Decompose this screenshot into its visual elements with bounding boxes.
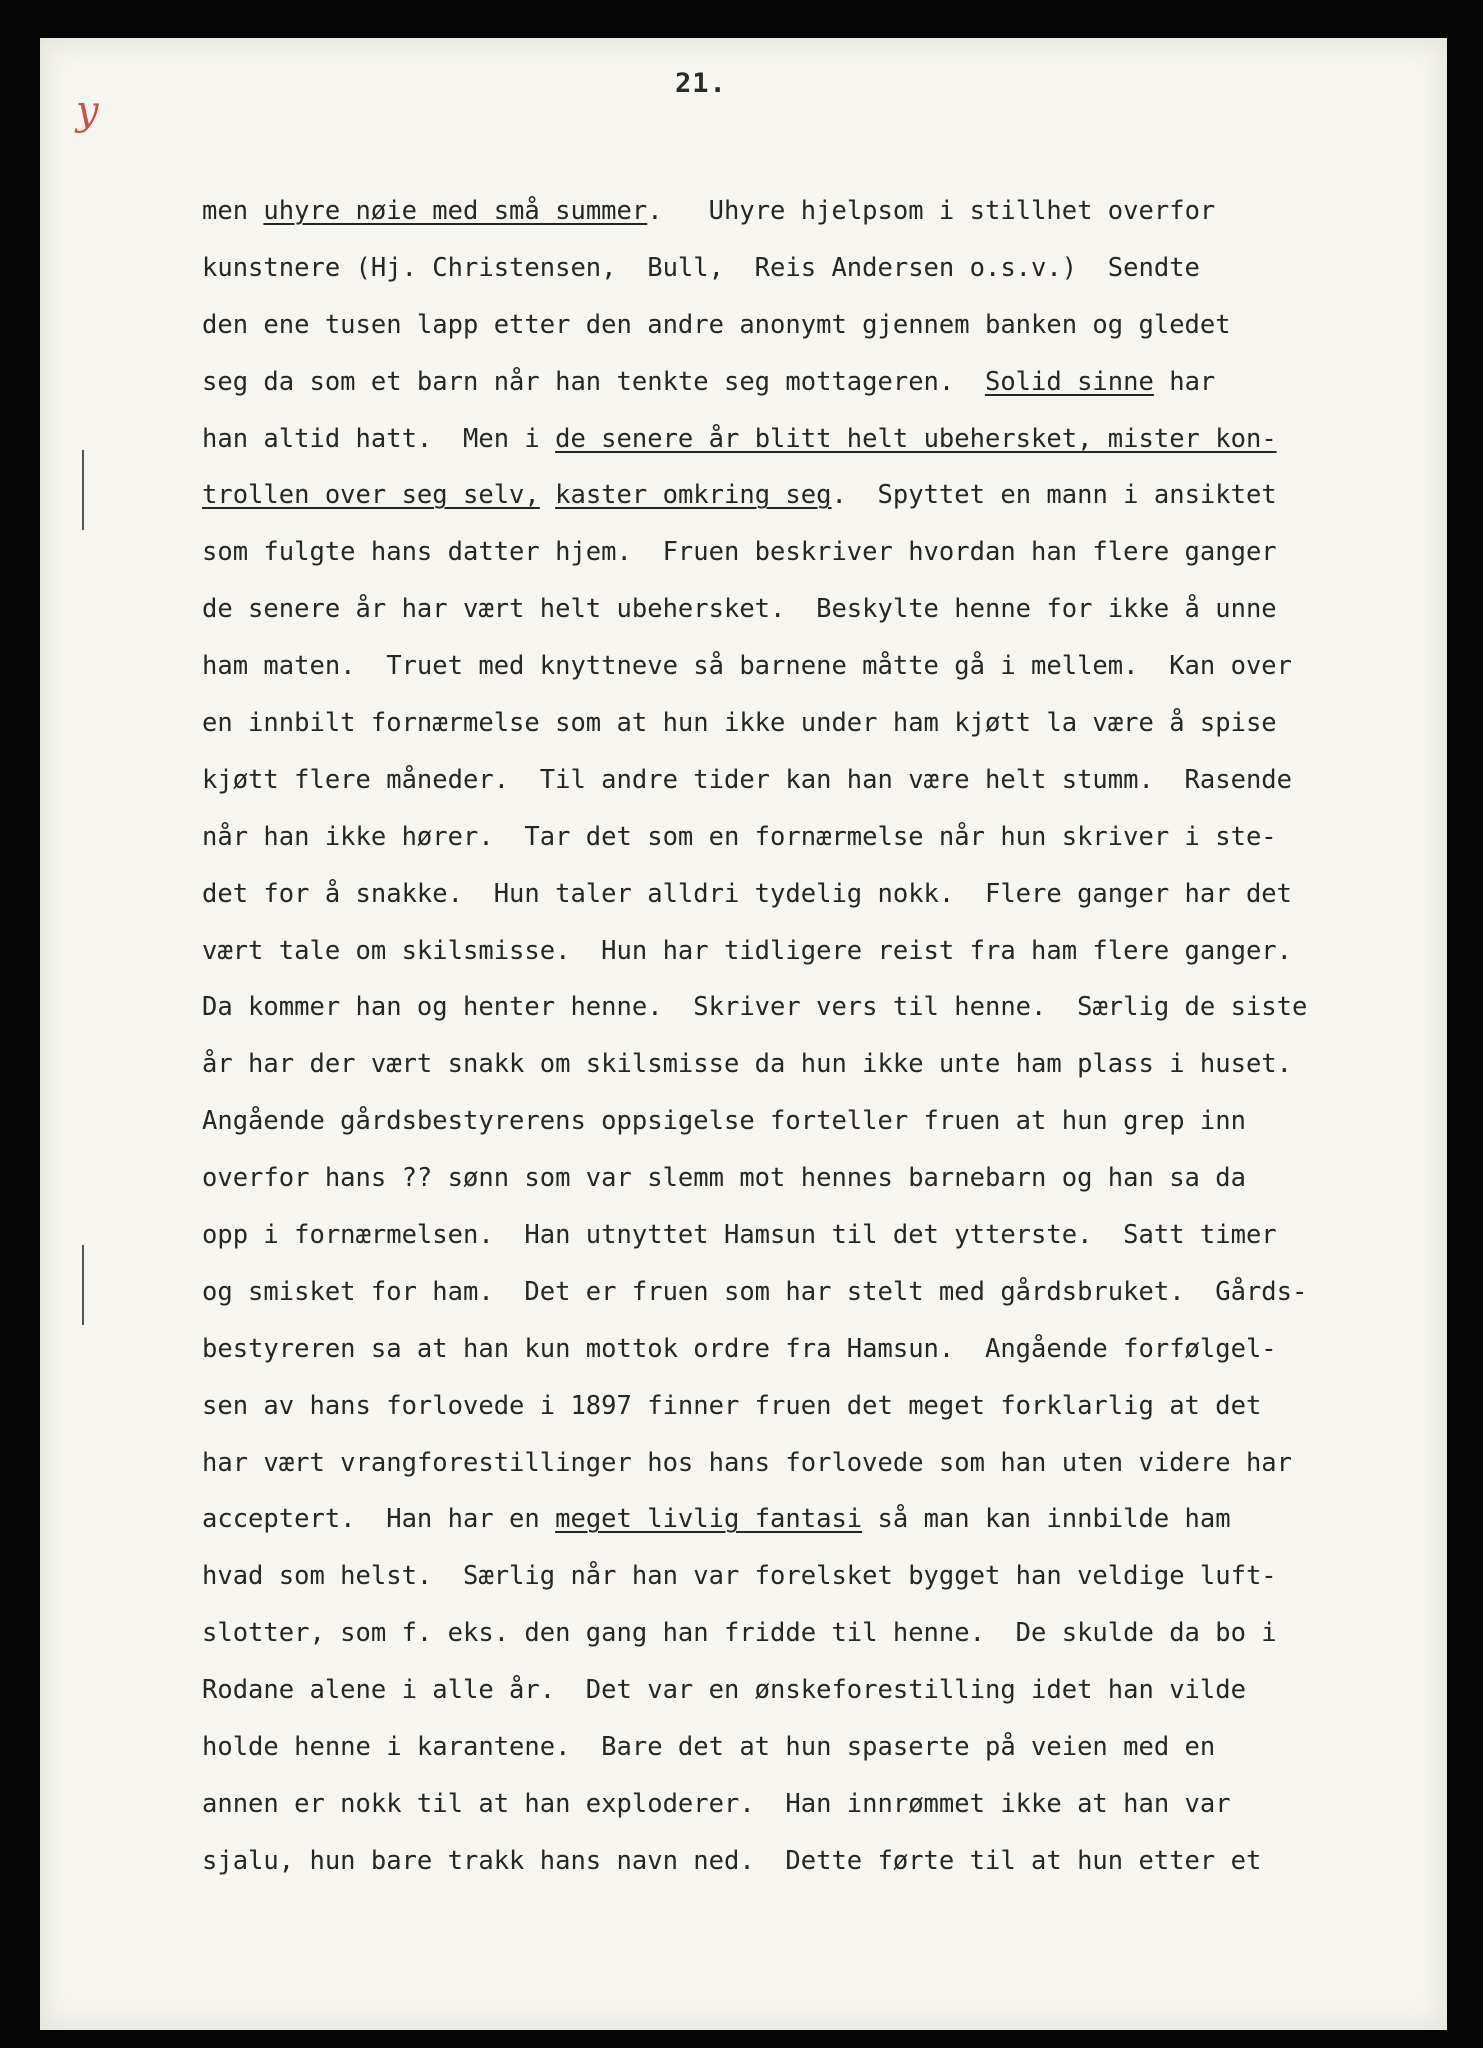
text-run: acceptert. Han har en [202,1504,556,1535]
text-line [202,1093,1432,1150]
text-line [202,1491,1432,1548]
text-run: han altid hatt. Men i [202,423,556,454]
text-line [202,1605,1432,1662]
text-run: Angående gårdsbestyrerens oppsigelse forteller fruen at hun grep inn [202,1106,1246,1137]
text-line [202,638,1432,695]
text-run: Rodane alene i alle år. Det var en ønskeforestilling idet han vilde [202,1675,1246,1706]
text-line [202,240,1432,297]
text-line [202,411,1432,468]
margin-pencil-annotation: y [76,88,99,134]
underlined-phrase: kaster omkring seg [555,480,832,511]
underlined-phrase: de senere år blitt helt ubehersket, mister kon- [555,423,1277,454]
text-run: sjalu, hun bare trakk hans navn ned. Dette førte til at hun etter et [202,1845,1262,1876]
text-line [202,467,1432,524]
underlined-phrase: meget livlig fantasi [555,1504,863,1535]
text-run: har vært vrangforestillinger hos hans forlovede som han uten videre har [202,1447,1293,1478]
text-line [202,752,1432,809]
text-line [202,979,1432,1036]
text-line [202,354,1432,411]
text-run: seg da som et barn når han tenkte seg mottageren. [202,366,985,397]
text-run: som fulgte hans datter hjem. Fruen beskriver hvordan han flere ganger [202,537,1277,568]
text-run: så man kan innbilde ham [862,1504,1231,1535]
text-line [202,1036,1432,1093]
text-run: det for å snakke. Hun taler alldri tydelig nokk. Flere ganger har det [202,878,1293,909]
text-run: en innbilt fornærmelse som at hun ikke under ham kjøtt la være å spise [202,708,1277,739]
text-line [202,1150,1432,1207]
text-run: bestyreren sa at han kun mottok ordre fra Hamsun. Angående forfølgel- [202,1333,1277,1364]
text-line [202,1378,1432,1435]
text-line [202,1776,1432,1833]
underlined-phrase: trollen over seg selv, [202,480,540,511]
text-line [202,866,1432,923]
text-line [202,695,1432,752]
text-run: sen av hans forlovede i 1897 finner fruen det meget forklarlig at det [202,1390,1262,1421]
text-run: . Uhyre hjelpsom i stillhet overfor [647,196,1216,226]
text-run: slotter, som f. eks. den gang han fridde til henne. De skulde da bo i [202,1618,1277,1649]
text-line [202,1321,1432,1378]
text-run: og smisket for ham. Det er fruen som har stelt med gårdsbruket. Gårds- [202,1276,1308,1307]
text-run: hvad som helst. Særlig når han var forelsket bygget han veldige luft- [202,1561,1277,1592]
text-run: år har der vært snakk om skilsmisse da hun ikke unte ham plass i huset. [202,1049,1293,1080]
text-line [202,1719,1432,1776]
text-run [540,480,555,510]
text-run: men [202,196,264,226]
text-line [202,809,1432,866]
margin-bracket-mark [82,1245,84,1325]
underlined-phrase: Solid sinne [984,366,1154,397]
margin-bracket-mark [82,450,84,530]
text-run: opp i fornærmelsen. Han utnyttet Hamsun til det ytterste. Satt timer [202,1220,1277,1251]
text-line [202,297,1432,354]
text-line [202,581,1432,638]
text-line [202,923,1432,980]
page-number: 21. [675,68,727,99]
text-line [202,183,1432,240]
text-line [202,1435,1432,1492]
text-run: Da kommer han og henter henne. Skriver vers til henne. Særlig de siste [202,992,1308,1023]
typed-body-text [202,183,1432,1890]
text-line [202,1264,1432,1321]
text-run: vært tale om skilsmisse. Hun har tidligere reist fra ham flere ganger. [202,935,1293,966]
text-run: kjøtt flere måneder. Til andre tider kan han være helt stumm. Rasende [202,764,1293,795]
text-run: har [1153,366,1216,397]
text-run: ham maten. Truet med knyttneve så barnene måtte gå i mellem. Kan over [202,651,1293,682]
text-run: den ene tusen lapp etter den andre anonymt gjennem banken og gledet [202,309,1231,340]
text-line [202,1662,1432,1719]
text-run: holde henne i karantene. Bare det at hun spaserte på veien med en [202,1732,1216,1763]
text-run: overfor hans ?? sønn som var slemm mot hennes barnebarn og han sa da [202,1163,1246,1194]
text-run: . Spyttet en mann i ansiktet [831,480,1277,511]
text-run: når han ikke hører. Tar det som en fornærmelse når hun skriver i ste- [202,821,1277,852]
text-line [202,1207,1432,1264]
text-run: annen er nokk til at han exploderer. Han innrømmet ikke at han var [202,1788,1231,1819]
underlined-phrase: uhyre nøie med små summer [263,196,648,226]
text-line [202,524,1432,581]
text-run: kunstnere (Hj. Christensen, Bull, Reis Andersen o.s.v.) Sendte [202,252,1200,283]
text-line [202,1548,1432,1605]
text-line [202,1833,1432,1890]
text-run: de senere år har vært helt ubehersket. Beskylte henne for ikke å unne [202,594,1277,625]
